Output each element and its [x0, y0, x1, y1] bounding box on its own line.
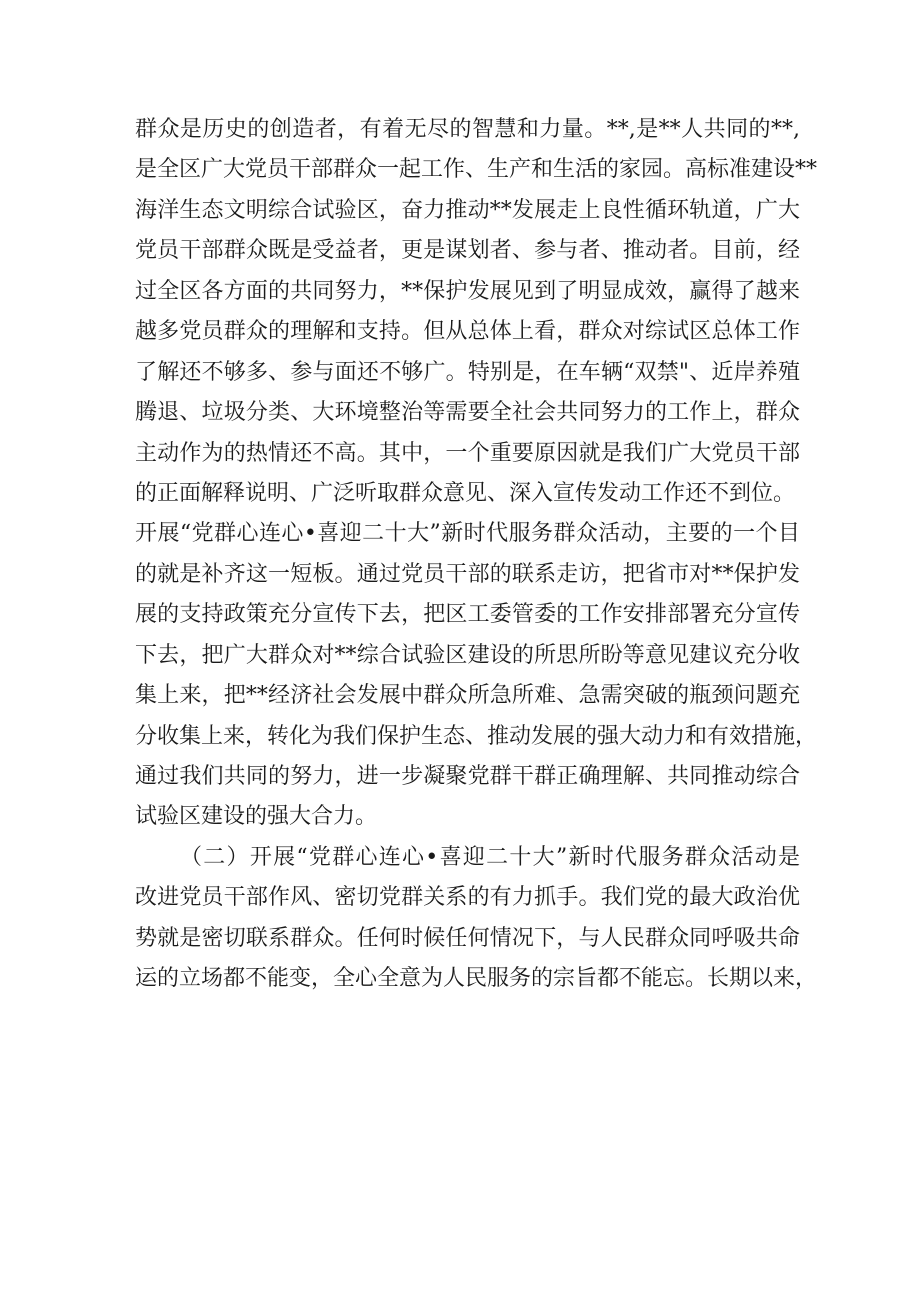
text-line: 是全区广大党员干部群众一起工作、生产和生活的家园。高标准建设** [135, 157, 818, 183]
text-line: 的正面解释说明、广泛听取群众意见、深入宣传发动工作还不到位。 [135, 480, 796, 506]
text-line: 试验区建设的强大合力。 [135, 804, 378, 830]
text-line: 集上来，把**经济社会发展中群众所急所难、急需突破的瓶颈问题充 [135, 683, 800, 709]
text-line: 海洋生态文明综合试验区，奋力推动**发展走上良性循环轨道，广大 [135, 197, 800, 223]
text-line: 越多党员群众的理解和支持。但从总体上看，群众对综试区总体工作 [135, 319, 800, 345]
text-line: 过全区各方面的共同努力，**保护发展见到了明显成效，赢得了越来 [135, 278, 800, 304]
text-line: 分收集上来，转化为我们保护生态、推动发展的强大动力和有效措施， [135, 723, 818, 749]
document-body [135, 110, 818, 1000]
text-line: 群众是历史的创造者，有着无尽的智慧和力量。**,是**人共同的**, [135, 117, 800, 142]
text-line: 了解还不够多、参与面还不够广。特别是，在车辆“双禁"、近岸养殖 [135, 359, 800, 385]
paragraph-2 [135, 838, 818, 1000]
paragraph-1 [135, 110, 818, 838]
text-line: 势就是密切联系群众。任何时候任何情况下，与人民群众同呼吸共命 [135, 925, 800, 951]
text-line: 开展“党群心连心•喜迎二十大”新时代服务群众活动，主要的一个目 [135, 521, 800, 547]
text-line: 党员干部群众既是受益者，更是谋划者、参与者、推动者。目前，经 [135, 238, 800, 264]
text-line: 腾退、垃圾分类、大环境整治等需要全社会共同努力的工作上，群众 [135, 400, 800, 426]
text-line: 展的支持政策充分宣传下去，把区工委管委的工作安排部署充分宣传 [135, 602, 800, 628]
text-line: 改进党员干部作风、密切党群关系的有力抓手。我们党的最大政治优 [135, 885, 800, 911]
text-line: 主动作为的热情还不高。其中，一个重要原因就是我们广大党员干部 [135, 440, 800, 466]
text-line: （二）开展“党群心连心•喜迎二十大”新时代服务群众活动是 [180, 844, 800, 870]
text-line: 通过我们共同的努力，进一步凝聚党群干群正确理解、共同推动综合 [135, 764, 800, 789]
text-line: 下去，把广大群众对**综合试验区建设的所思所盼等意见建议充分收 [135, 642, 800, 668]
text-line: 运的立场都不能变，全心全意为人民服务的宗旨都不能忘。长期以来， [135, 966, 818, 992]
text-line: 的就是补齐这一短板。通过党员干部的联系走访，把省市对**保护发 [135, 561, 800, 587]
